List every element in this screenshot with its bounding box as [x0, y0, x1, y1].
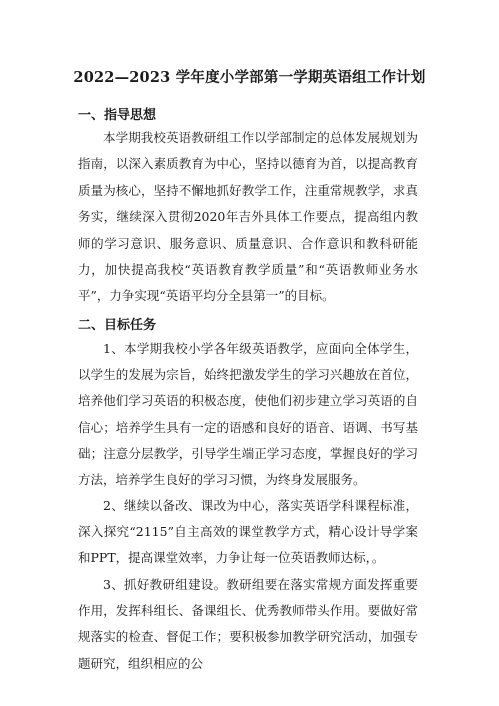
document-title: 2022—2023 学年度小学部第一学期英语组工作计划 — [73, 69, 426, 86]
paragraph-goal-1: 1、本学期我校小学各年级英语教学，应面向全体学生，以学生的发展为宗旨，始终把激发学生的学习兴趣放在首位，培养他们学习英语的积极态度，使他们初步建立学习英语的自信心；培养学生具有一定的语感和良好的语音、语调、书写基础；注意分层教学，引导学生端正学习态度，掌握良好的学习方法，培养学生良好的学习习惯，为终身发展服务。 — [78, 341, 418, 488]
paragraph-guiding-ideology: 本学期我校英语教研组工作以学部制定的总体发展规划为指南，以深入素质教育为中心，坚持以德育为首，以提高教育质量为核心，坚持不懈地抓好教学工作，注重常规教学，求真务实，继续深入贯彻2020年吉外具体工作要点，提高组内教师的学习意识、服务意识、质量意识、合作意识和教科研能力，加快提高我校“英语教育教学质量”和“英语教师业务水平”，力争实现“英语平均分全县第一”的目标。 — [78, 130, 418, 304]
section-heading-goals: 二、目标任务 — [78, 318, 157, 333]
paragraph-goal-2: 2、继续以备改、课改为中心，落实英语学科课程标准，深入探究“2115”自主高效的课堂教学方式，精心设计导学案和PPT，提高课堂效率，力争让每一位英语教师达标，。 — [78, 498, 418, 566]
paragraph-goal-3: 3、抓好教研组建设。教研组要在落实常规方面发挥重要作用，发挥科组长、备课组长、优秀教师带头作用。要做好常规落实的检查、督促工作；要积极参加教学研究活动，加强专题研究，组织相应的公 — [78, 577, 418, 671]
section-heading-guiding-ideology: 一、指导思想 — [78, 108, 157, 123]
